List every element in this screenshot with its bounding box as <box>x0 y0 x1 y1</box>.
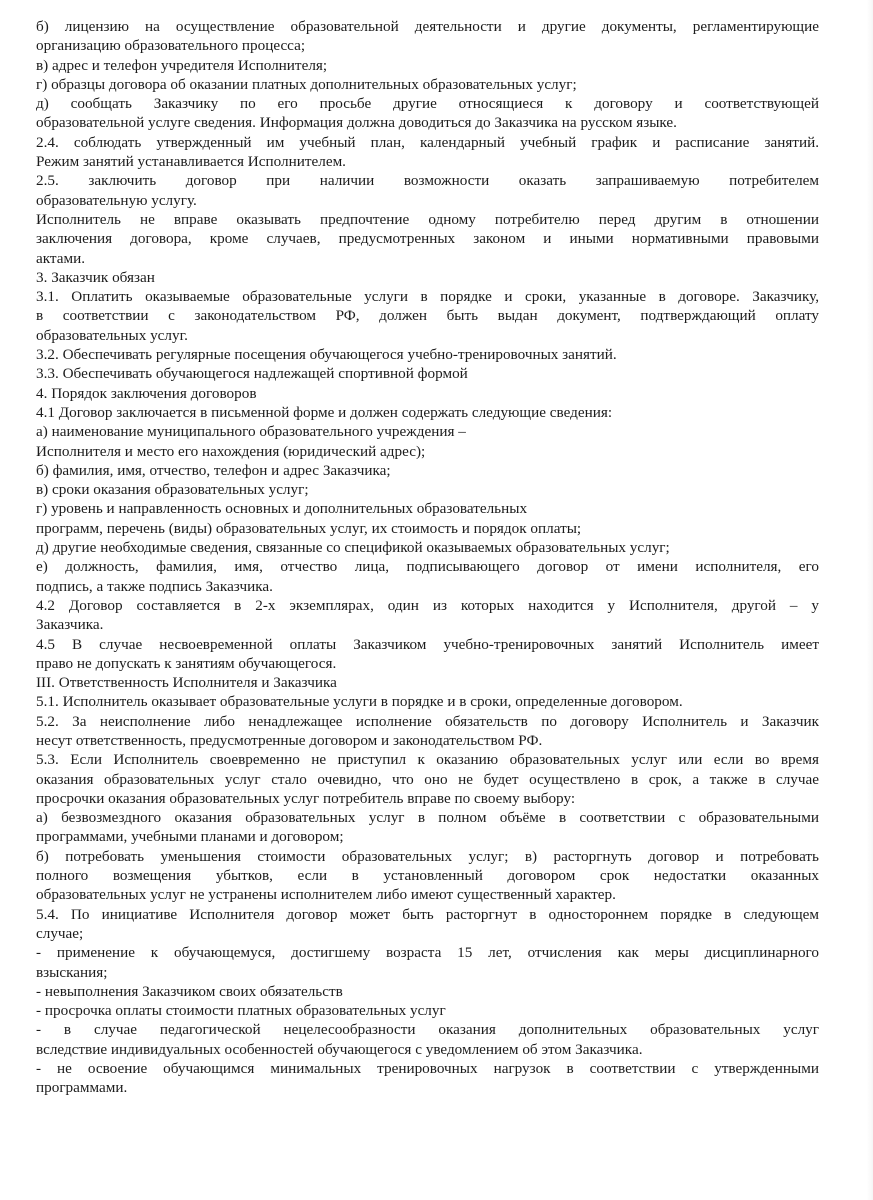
text-line: образовательных услуг не устранены исполнителем либо имеют существенный характер. <box>36 886 616 904</box>
text-line: - в случае педагогической нецелесообразности оказания дополнительных образовательных услуг <box>36 1021 819 1039</box>
text-line: образовательных услуг. <box>36 326 188 344</box>
text-line: вследствие индивидуальных особенностей обучающегося с уведомлением об этом Заказчика. <box>36 1040 643 1058</box>
text-line: в) сроки оказания образовательных услуг; <box>36 481 309 499</box>
text-line: 5.4. По инициативе Исполнителя договор может быть расторгнут в одностороннем порядке в следующем <box>36 905 819 923</box>
text-line: а) наименование муниципального образовательного учреждения – <box>36 423 466 441</box>
text-line: 4.2 Договор составляется в 2-х экземплярах, один из которых находится у Исполнителя, другой – у <box>36 596 819 614</box>
text-line: г) образцы договора об оказании платных дополнительных образовательных услуг; <box>36 75 577 93</box>
scan-edge-shadow <box>867 0 873 1200</box>
text-line: несут ответственность, предусмотренные договором и законодательством РФ. <box>36 731 543 749</box>
text-line: подпись, а также подпись Заказчика. <box>36 577 273 595</box>
text-line: образовательной услуге сведения. Информация должна доводиться до Заказчика на русском языке. <box>36 114 677 132</box>
text-line: 4. Порядок заключения договоров <box>36 384 257 402</box>
text-line: Заказчика. <box>36 616 104 634</box>
text-line: актами. <box>36 249 86 267</box>
text-line: - применение к обучающемуся, достигшему возраста 15 лет, отчисления как меры дисциплинарного <box>36 944 819 962</box>
text-line: б) потребовать уменьшения стоимости образовательных услуг; в) расторгнуть договор и потребовать <box>36 847 819 865</box>
text-line: 2.4. соблюдать утвержденный им учебный план, календарный учебный график и расписание занятий. <box>36 133 819 151</box>
text-line: 5.3. Если Исполнитель своевременно не приступил к оказанию образовательных услуг или если во время <box>36 751 819 769</box>
text-line: 3.2. Обеспечивать регулярные посещения обучающегося учебно-тренировочных занятий. <box>36 346 617 364</box>
text-line: полного возмещения убытков, если в установленный договором срок недостатки оказанных <box>36 867 819 885</box>
text-line: 5.1. Исполнитель оказывает образовательные услуги в порядке и в сроки, определенные договором. <box>36 693 683 711</box>
text-line: - не освоение обучающимся минимальных тренировочных нагрузок в соответствии с утвержденными <box>36 1060 819 1078</box>
text-line: - невыполнения Заказчиком своих обязательств <box>36 982 343 1000</box>
text-line: просрочки оказания образовательных услуг потребитель вправе по своему выбору: <box>36 789 576 807</box>
document-body <box>36 17 819 1098</box>
text-line: право не допускать к занятиям обучающегося. <box>36 654 337 672</box>
text-line: в соответствии с законодательством РФ, должен быть выдан документ, подтверждающий оплату <box>36 307 819 325</box>
text-line: 3.3. Обеспечивать обучающегося надлежащей спортивной формой <box>36 365 468 383</box>
text-line: 4.1 Договор заключается в письменной форме и должен содержать следующие сведения: <box>36 403 613 421</box>
text-line: образовательную услугу. <box>36 191 197 209</box>
text-line: 3.1. Оплатить оказываемые образовательные услуги в порядке и сроки, указанные в договоре. Заказчику, <box>36 288 819 306</box>
text-line: программ, перечень (виды) образовательных услуг, их стоимость и порядок оплаты; <box>36 519 582 537</box>
text-line: г) уровень и направленность основных и дополнительных образовательных <box>36 500 528 518</box>
text-line: случае; <box>36 924 84 942</box>
text-line: Исполнителя и место его нахождения (юридический адрес); <box>36 442 426 460</box>
text-line: а) безвозмездного оказания образовательных услуг в полном объёме в соответствии с образовательными <box>36 809 819 827</box>
text-line: е) должность, фамилия, имя, отчество лица, подписывающего договор от имени исполнителя, его <box>36 558 819 576</box>
text-line: 2.5. заключить договор при наличии возможности оказать запрашиваемую потребителем <box>36 172 819 190</box>
text-line: III. Ответственность Исполнителя и Заказчика <box>36 674 337 692</box>
text-line: Режим занятий устанавливается Исполнителем. <box>36 153 346 171</box>
text-line: программами. <box>36 1079 128 1097</box>
text-line: д) другие необходимые сведения, связанные со спецификой оказываемых образовательных услуг; <box>36 539 670 557</box>
text-line: д) сообщать Заказчику по его просьбе другие относящиеся к договору и соответствующей <box>36 95 819 113</box>
text-line: б) фамилия, имя, отчество, телефон и адрес Заказчика; <box>36 461 391 479</box>
text-line: 5.2. За неисполнение либо ненадлежащее исполнение обязательств по договору Исполнитель и Заказчик <box>36 712 819 730</box>
text-line: заключения договора, кроме случаев, предусмотренных законом и иными нормативными правовыми <box>36 230 819 248</box>
text-line: в) адрес и телефон учредителя Исполнителя; <box>36 56 328 74</box>
text-line: организацию образовательного процесса; <box>36 37 306 55</box>
text-line: оказания образовательных услуг стало очевидно, что оно не будет осуществлено в срок, а также в случае <box>36 770 819 788</box>
text-line: - просрочка оплаты стоимости платных образовательных услуг <box>36 1002 446 1020</box>
text-line: взыскания; <box>36 963 108 981</box>
text-line: б) лицензию на осуществление образовательной деятельности и другие документы, регламентирующие <box>36 18 819 35</box>
text-line: 4.5 В случае несвоевременной оплаты Заказчиком учебно-тренировочных занятий Исполнитель имеет <box>36 635 819 653</box>
text-line: 3. Заказчик обязан <box>36 268 155 286</box>
text-line: программами, учебными планами и договором; <box>36 828 344 846</box>
text-line: Исполнитель не вправе оказывать предпочтение одному потребителю перед другим в отношении <box>36 210 819 228</box>
